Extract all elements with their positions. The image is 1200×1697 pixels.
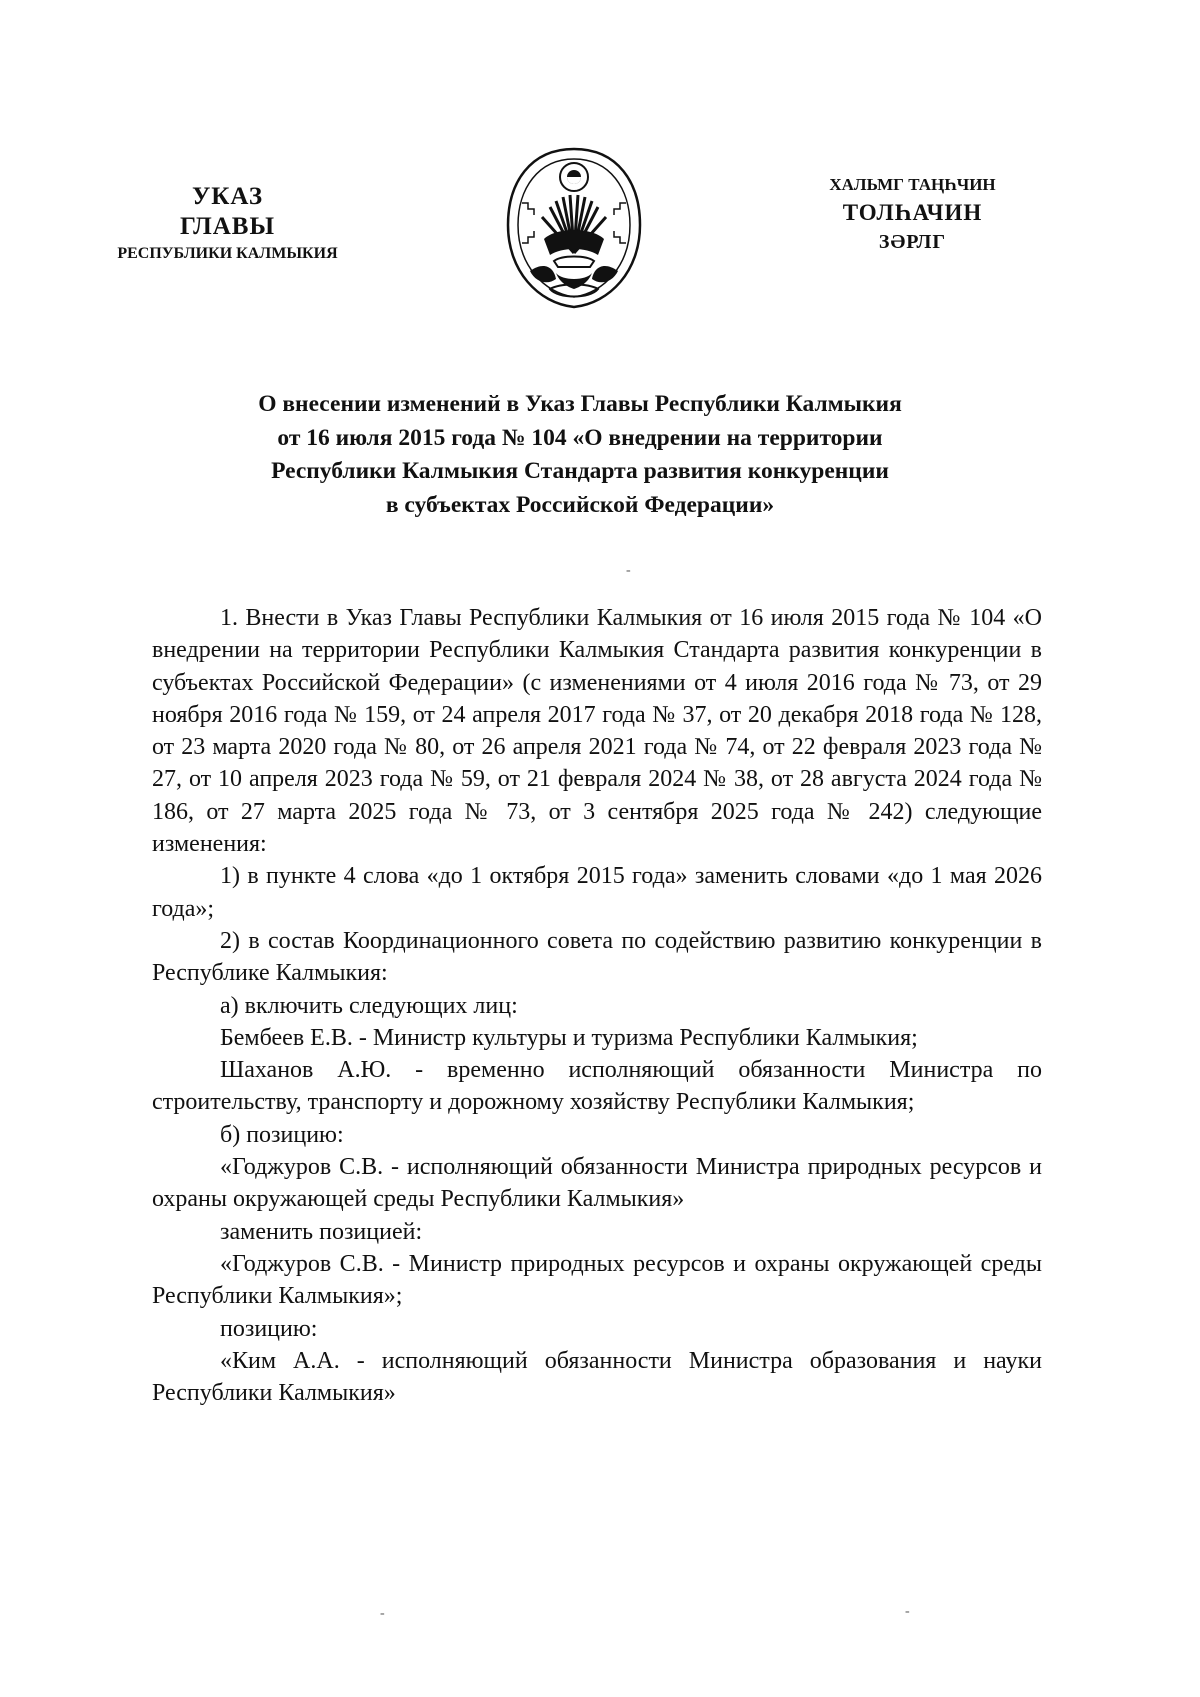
header-right-line3: ЗӘРЛГ	[878, 231, 947, 253]
title-line: от 16 июля 2015 года № 104 «О внедрении на территории	[277, 424, 883, 451]
decree-body	[152, 602, 1042, 1409]
paragraph-item-2b: б) позицию:	[220, 1121, 344, 1148]
header-left-block	[95, 182, 360, 266]
paragraph-godzhurov-old: «Годжуров С.В. - исполняющий обязанности Министра природных ресурсов и охраны окружающей среды Республики Калмыкия»	[152, 1154, 1042, 1213]
paragraph-item-1: 1) в пункте 4 слова «до 1 октября 2015 года» заменить словами «до 1 мая 2026 года»;	[152, 863, 1042, 922]
header-left-line1: УКАЗ	[191, 183, 264, 210]
paragraph-bembeev: Бембеев Е.В. - Министр культуры и туризма Республики Калмыкия;	[220, 1024, 918, 1051]
coat-of-arms-kalmykia-icon	[500, 143, 648, 311]
header-right-line2: ТОЛҺАЧИН	[842, 200, 983, 225]
paragraph-kim: «Ким А.А. - исполняющий обязанности Министра образования и науки Республики Калмыкия»	[152, 1347, 1042, 1407]
paragraph-replace-with: заменить позицией:	[220, 1218, 423, 1245]
scan-speck: -	[626, 563, 631, 578]
header-left-line2: ГЛАВЫ	[179, 213, 276, 240]
paragraph-item-2: 2) в состав Координационного совета по содействию развитию конкуренции в Республике Калмыкия:	[152, 927, 1042, 987]
title-line: в субъектах Российской Федерации»	[385, 491, 775, 518]
title-line: Республики Калмыкия Стандарта развития конкуренции	[271, 458, 889, 484]
decree-title	[160, 388, 1000, 522]
paragraph-shakhanov: Шаханов А.Ю. - временно исполняющий обязанности Министра по строительству, транспорту и дорожному хозяйству Республики Калмыкия;	[152, 1057, 1042, 1116]
title-line: О внесении изменений в Указ Главы Республики Калмыкия	[258, 391, 902, 417]
scan-speck: -	[905, 1604, 910, 1619]
scan-speck: -	[380, 1606, 385, 1621]
paragraph-1: 1. Внести в Указ Главы Республики Калмыкия от 16 июля 2015 года № 104 «О внедрении на территории Республики Калмыкия Стандарта развития конкуренции в субъектах Российской Федерации» (с изменениями от 4 июля 2016 года № 73, от 29 ноября 2016 года № 159, от 24 апреля 2017 года № 37, от 20 декабря 2018 года № 128, от 23 марта 2020 года № 80, от 26 апреля 2021 года № 74, от 22 февраля 2023 года № 27, от 10 апреля 2023 года № 59, от 21 февраля 2024 № 38, от 28 августа 2024 года № 186, от 27 марта 2025 года № 73, от 3 сентября 2025 года № 242) следующие изменения:	[152, 605, 1042, 858]
paragraph-position: позицию:	[220, 1315, 318, 1342]
paragraph-godzhurov-new: «Годжуров С.В. - Министр природных ресурсов и охраны окружающей среды Республики Калмыкия»;	[152, 1250, 1042, 1310]
paragraph-item-2a: а) включить следующих лиц:	[220, 992, 518, 1019]
header-left-line3: РЕСПУБЛИКИ КАЛМЫКИЯ	[117, 245, 338, 262]
header-right-block	[800, 172, 1025, 256]
header-right-line1: ХАЛЬМГ ТАҢҺЧИН	[829, 175, 996, 194]
